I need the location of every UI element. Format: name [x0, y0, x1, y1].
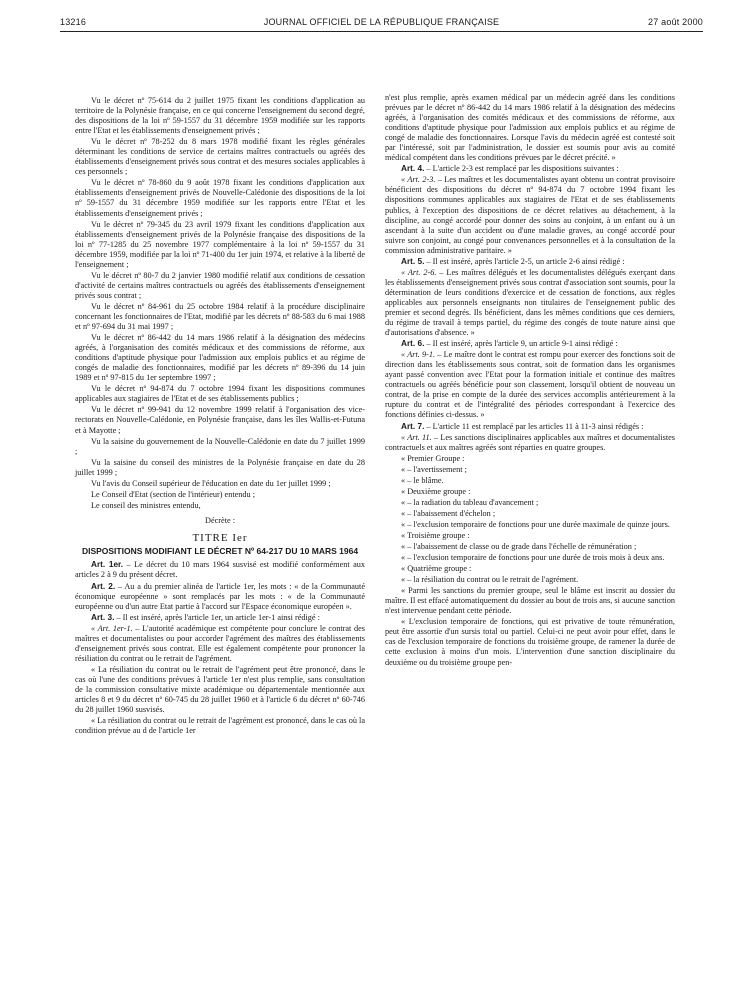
quoted-article	[75, 624, 365, 664]
visa-paragraph: Vu l'avis du Conseil supérieur de l'éducation en date du 1er juillet 1999 ;	[91, 478, 331, 488]
visa-paragraph: Vu la saisine du conseil des ministres de la Polynésie française en date du 28 juillet 1999 ;	[75, 457, 365, 477]
visa-paragraph: Vu le décret nº 79-345 du 23 avril 1979 fixant les conditions d'application aux établissements d'enseignement privés de la Polynésie française des dispositions de la loi nº 77-1285 du 25 novembre 1977 complémentaire à la loi nº 59-1557 du 31 décembre 1959, modifiée par la loi nº 71-400 du 1er juin 1974, et relative à la liberté de l'enseignement ;	[75, 219, 365, 269]
sanction-item: « – la radiation du tableau d'avancement ;	[401, 497, 539, 507]
quoted-article-text: – Les maîtres et les documentalistes ayant obtenu un contrat provisoire bénéficient des dispositions du décret nº 94-874 du 7 octobre 1994 fixant les dispositions communes applicables aux stagiaires de l'Etat et de ses établissements publics, à l'exception des dispositions de ce décret relatives au détachement, à la discipline, au congé accordé pour donner des soins au conjoint, à un enfant ou à un ascendant à la suite d'un accident ou d'une maladie graves, au congé accordé pour suivre son conjoint, au congé pour convenances personnelles et à la consultation de la commission administrative paritaire. »	[385, 175, 675, 255]
article-label: Art. 2.	[91, 581, 116, 591]
article-text: – Il est inséré, après l'article 1er, un article 1er-1 ainsi rédigé :	[114, 612, 320, 622]
quoted-article-text: – Les sanctions disciplinaires applicables aux maîtres et documentalistes contractuels et aux maîtres agréés sont réparties en quatre groupes.	[385, 432, 675, 452]
visa-paragraph: Le Conseil d'Etat (section de l'intérieur) entendu ;	[91, 489, 256, 499]
article-text: – L'article 2-3 est remplacé par les dispositions suivantes :	[424, 164, 619, 174]
article-2	[75, 582, 365, 612]
quoted-article	[385, 350, 675, 420]
visa-paragraph: Vu le décret nº 78-252 du 8 mars 1978 modifié fixant les règles générales déterminant les conditions de service de certains maîtres contractuels ou agréés des établissements d'enseignement privés sous contrat et des mesures sociales applicables à ces personnels ;	[75, 137, 365, 177]
quoted-paragraph: « La résiliation du contrat ou le retrait de l'agrément peut être prononcé, dans le cas où l'une des conditions prévues à l'article 1er n'est plus remplie, sans consultation de la commission consultative mixte académique ou départementale mentionnée aux articles 8 et 9 du décret nº 60-745 du 28 juillet 1960 et à l'article 6 du décret nº 60-746 du 28 juillet 1960 susvisés.	[75, 664, 365, 715]
quoted-article-label: « Art. 2-6.	[401, 267, 437, 277]
visa-paragraph: Vu le décret nº 75-614 du 2 juillet 1975 fixant les conditions d'application au territoire de la Polynésie française, en ce qui concerne l'enseignement du second degré, des dispositions de la loi nº 59-1557 du 31 décembre 1959 modifiée sur les rapports entre l'Etat et les établissements d'enseignement privés ;	[75, 96, 365, 136]
group-heading: « Premier Groupe :	[401, 453, 465, 463]
visa-paragraph: Vu le décret nº 86-442 du 14 mars 1986 relatif à la désignation des médecins agréés, à l'organisation des comités médicaux et des commissions de réforme, aux conditions d'aptitude physique pour l'admission aux emplois publics et au régime de congés de maladie des fonctionnaires, modifié par les décrets nº 89-396 du 14 juin 1989 et nº 97-815 du 1er septembre 1997 ;	[75, 333, 365, 383]
sanction-item: « – l'exclusion temporaire de fonctions pour une durée de trois mois à deux ans.	[401, 553, 665, 563]
right-column	[385, 93, 675, 669]
group-heading: « Quatrième groupe :	[401, 564, 472, 574]
group-heading: « Troisième groupe :	[401, 530, 470, 540]
article-text: – Il est inséré, après l'article 2-5, un article 2-6 ainsi rédigé :	[424, 256, 625, 266]
issue-date: 27 août 2000	[648, 17, 703, 27]
decrete-line: Décrète :	[205, 515, 235, 525]
visa-paragraph: Vu le décret nº 84-961 du 25 octobre 1984 relatif à la procédure disciplinaire concernant les fonctionnaires de l'Etat, modifié par les décrets nº 88-583 du 6 mai 1988 et nº 97-694 du 31 mai 1997 ;	[75, 301, 365, 332]
quoted-article-text: – L'autorité académique est compétente pour conclure le contrat des maîtres et documentalistes ou pour accorder l'agrément des maîtres des établissements d'enseignement privés sous contrat. Elle est également compétente pour prononcer la résiliation du contrat ou le retrait de l'agrément.	[75, 623, 365, 663]
quoted-paragraph: « La résiliation du contrat ou le retrait de l'agrément est prononcé, dans le cas où la condition prévue au d de l'article 1er	[75, 716, 365, 736]
article-6	[385, 339, 675, 349]
quoted-article-label: « Art. 9-1.	[401, 350, 436, 360]
sanction-item: « – la résiliation du contrat ou le retrait de l'agrément.	[401, 575, 579, 585]
article-1	[75, 560, 365, 580]
journal-title: JOURNAL OFFICIEL DE LA RÉPUBLIQUE FRANÇAISE	[263, 17, 500, 27]
article-text: – Le décret du 10 mars 1964 susvisé est modifié conformément aux articles 2 à 9 du présent décret.	[75, 560, 365, 580]
sanction-item: « – le blâme.	[401, 475, 444, 485]
quoted-article-label: « Art. 2-3.	[401, 175, 436, 185]
sanction-item: « – l'avertissement ;	[401, 464, 467, 474]
group-heading: « Deuxième groupe :	[401, 486, 471, 496]
article-text: – L'article 11 est remplacé par les articles 11 à 11-3 ainsi rédigés :	[424, 421, 644, 431]
quoted-paragraph: « L'exclusion temporaire de fonctions, qui est privative de toute rémunération, peut être assortie d'un sursis total ou partiel. Celui-ci ne peut avoir pour effet, dans le cas de l'exclusion temporaire de fonctions du troisième groupe, de ramener la durée de cette exclusion à moins d'un mois. L'intervention d'une sanction disciplinaire du deuxième ou du troisième groupe pen-	[385, 617, 675, 667]
sanction-item: « – l'abaissement d'échelon ;	[401, 508, 496, 518]
article-label: Art. 5.	[401, 256, 425, 266]
article-text: – Il est inséré, après l'article 9, un article 9-1 ainsi rédigé :	[424, 339, 618, 349]
sanction-item: « – l'abaissement de classe ou de grade dans l'échelle de rémunération ;	[401, 542, 637, 552]
visa-paragraph: Vu le décret nº 78-860 du 9 août 1978 fixant les conditions d'application aux établissements d'enseignement privés de Nouvelle-Calédonie des dispositions de la loi nº 59-1557 du 31 décembre 1959 modifiée sur les rapports entre l'Etat et les établissements d'enseignement privés ;	[75, 178, 365, 218]
visa-paragraph: Vu le décret nº 99-941 du 12 novembre 1999 relatif à l'organisation des vice-rectorats en Nouvelle-Calédonie, en Polynésie française, dans les îles Wallis-et-Futuna et à Mayotte ;	[75, 405, 365, 435]
continued-paragraph: n'est plus remplie, après examen médical par un médecin agréé dans les conditions prévues par le décret nº 86-442 du 14 mars 1986 relatif à la désignation des médecins agréés, à l'organisation des comités médicaux et des commissions de réforme, aux conditions d'aptitude physique pour l'admission aux emplois publics et au régime de congé de maladie des fonctionnaires. Lorsque l'avis du médecin agréé est contesté soit par l'intéressé, soit par l'administration, le dossier est soumis pour avis au comité médical compétent dans les conditions prévues par le décret précité. »	[385, 93, 675, 163]
visa-paragraph: Vu le décret nº 80-7 du 2 janvier 1980 modifié relatif aux conditions de cessation d'activité de certains maîtres contractuels ou agréés des établissements d'enseignement privés sous contrat ;	[75, 270, 365, 300]
article-text: – Au a du premier alinéa de l'article 1er, les mots : « de la Communauté économique européenne » sont remplacés par les mots : « de la Communauté européenne ou d'un autre Etat partie à l'accord sur l'Espace économique européen ».	[75, 581, 365, 611]
quoted-article	[385, 268, 675, 338]
quoted-article	[385, 433, 675, 453]
visa-paragraph: Le conseil des ministres entendu,	[91, 500, 201, 510]
page-header	[60, 15, 703, 32]
article-3	[75, 613, 365, 623]
article-label: Art. 6.	[401, 339, 425, 349]
visa-paragraph: Vu la saisine du gouvernement de la Nouvelle-Calédonie en date du 7 juillet 1999 ;	[75, 436, 365, 456]
article-4	[385, 164, 675, 174]
article-label: Art. 7.	[401, 421, 425, 431]
section-heading: DISPOSITIONS MODIFIANT LE DÉCRET Nº 64-217 DU 10 MARS 1964	[81, 545, 359, 556]
quoted-article-label: « Art. 11.	[401, 432, 432, 442]
page-number: 13216	[60, 17, 87, 27]
quoted-paragraph: « Parmi les sanctions du premier groupe, seul le blâme est inscrit au dossier du maître. Il est effacé automatiquement du dossier au bout de trois ans, si aucune sanction n'est intervenue pendant cette période.	[385, 586, 675, 616]
left-column	[75, 96, 365, 737]
article-label: Art. 1er.	[91, 560, 124, 570]
visa-paragraph: Vu le décret nº 94-874 du 7 octobre 1994 fixant les dispositions communes applicables aux stagiaires de l'Etat et de ses établissements publics ;	[75, 384, 365, 404]
quoted-article-label: « Art. 1er-1.	[91, 623, 133, 633]
titre-heading: TITRE Ier	[192, 531, 248, 544]
quoted-article-text: – Le maître dont le contrat est rompu pour exercer des fonctions soit de direction dans les établissements sous contrat, soit de formation dans les organismes ayant passé convention avec l'Etat pour la formation initiale et continue des maîtres contractuels ou agréés bénéficie pour son classement, lorsqu'il obtient de nouveau un contrat, de la prise en compte de la durée des services accomplis antérieurement à la rupture du contrat et de l'intégralité des périodes correspondant à l'exercice des fonctions définies ci-dessus. »	[385, 350, 675, 420]
quoted-article-text: – Les maîtres délégués et les documentalistes délégués exerçant dans les établissements d'enseignement privés sous contrat d'association sont soumis, pour la détermination de leurs conditions d'exercice et de cessation de fonctions, aux règles applicables aux personnels enseignants non titulaires de l'enseignement public des premier et second degrés. Ils bénéficient, dans les mêmes conditions que ces derniers, du régime de travail à temps partiel, du régime des congés de toute nature ainsi que d'autorisations d'absence. »	[385, 267, 675, 338]
quoted-article	[385, 175, 675, 255]
article-label: Art. 3.	[91, 612, 115, 622]
article-label: Art. 4.	[401, 164, 425, 174]
article-7	[385, 422, 675, 432]
sanction-item: « – l'exclusion temporaire de fonctions pour une durée maximale de quinze jours.	[401, 519, 670, 529]
article-5	[385, 257, 675, 267]
